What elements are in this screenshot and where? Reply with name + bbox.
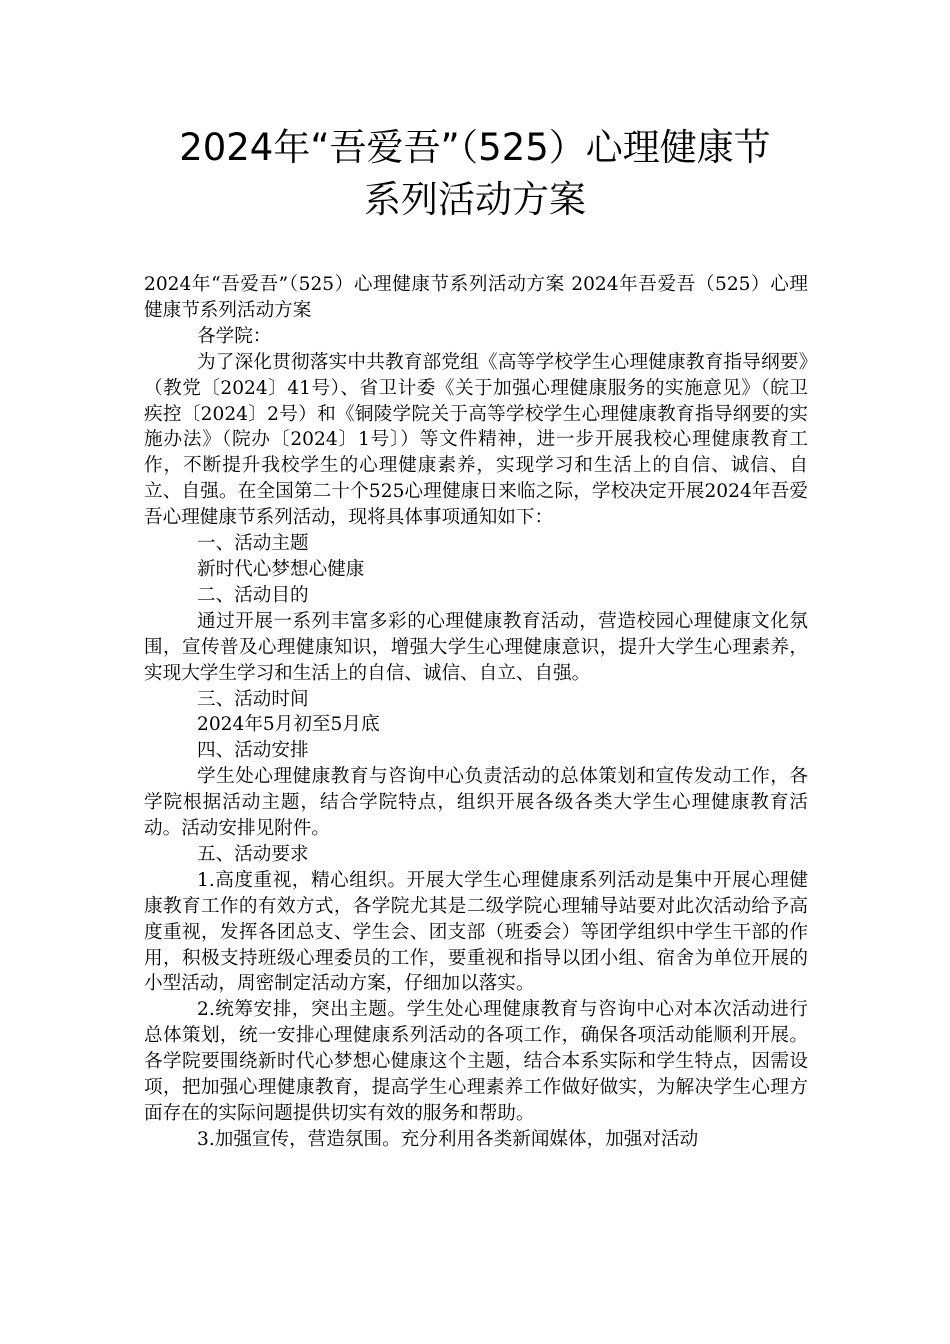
body-paragraph: 2.统筹安排，突出主题。学生处心理健康教育与咨询中心对本次活动进行总体策划，统一安排心理健康系列活动的各项工作，确保各项活动能顺利开展。各学院要围绕新时代心梦想心健康这个主题，结合本系实际和学生特点，因需设项，把加强心理健康教育，提高学生心理素养工作做好做实，为解决学生心理方面存在的实际问题提供切实有效的服务和帮助。: [144, 999, 808, 1124]
body-paragraph: 通过开展一系列丰富多彩的心理健康教育活动，营造校园心理健康文化氛围，宣传普及心理健康知识，增强大学生心理健康意识，提升大学生心理素养，实现大学生学习和生活上的自信、诚信、自立、自强。: [144, 610, 808, 684]
document-title: [0, 122, 950, 226]
body-paragraph: 各学院：: [197, 325, 272, 347]
document-title-line-1: 2024年“吾爱吾”（525）心理健康节: [179, 126, 771, 169]
body-paragraph: 四、活动安排: [197, 740, 309, 762]
document-title-line-2: 系列活动方案: [364, 178, 586, 221]
body-paragraph: 2024年“吾爱吾”（525）心理健康节系列活动方案 2024年吾爱吾（525）心理健康节系列活动方案: [144, 274, 808, 321]
body-paragraph: 三、活动时间: [197, 688, 309, 710]
document-body: [144, 272, 808, 1153]
body-paragraph: 2024年5月初至5月底: [197, 714, 380, 736]
body-paragraph: 为了深化贯彻落实中共教育部党组《高等学校学生心理健康教育指导纲要》（教党〔2024〕41号）、省卫计委《关于加强心理健康服务的实施意见》（皖卫疾控〔2024〕2号）和《铜陵学院关于高等学校学生心理健康教育指导纲要的实施办法》（院办〔2024〕1号〕）等文件精神，进一步开展我校心理健康教育工作，不断提升我校学生的心理健康素养，实现学习和生活上的自信、诚信、自立、自强。在全国第二十个525心理健康日来临之际，学校决定开展2024年吾爱吾心理健康节系列活动，现将具体事项通知如下：: [144, 351, 808, 529]
body-paragraph: 新时代心梦想心健康: [197, 558, 365, 580]
body-paragraph: 一、活动主题: [197, 533, 309, 555]
body-paragraph: 3.加强宣传，营造氛围。充分利用各类新闻媒体，加强对活动: [197, 1128, 699, 1150]
body-paragraph: 二、活动目的: [197, 584, 309, 606]
body-paragraph: 1.高度重视，精心组织。开展大学生心理健康系列活动是集中开展心理健康教育工作的有效方式，各学院尤其是二级学院心理辅导站要对此次活动给予高度重视，发挥各团总支、学生会、团支部（班委会）等团学组织中学生干部的作用，积极支持班级心理委员的工作，要重视和指导以团小组、宿舍为单位开展的小型活动，周密制定活动方案，仔细加以落实。: [144, 869, 808, 995]
body-paragraph: 学生处心理健康教育与咨询中心负责活动的总体策划和宣传发动工作，各学院根据活动主题，结合学院特点，组织开展各级各类大学生心理健康教育活动。活动安排见附件。: [144, 766, 808, 840]
body-paragraph: 五、活动要求: [197, 843, 309, 865]
